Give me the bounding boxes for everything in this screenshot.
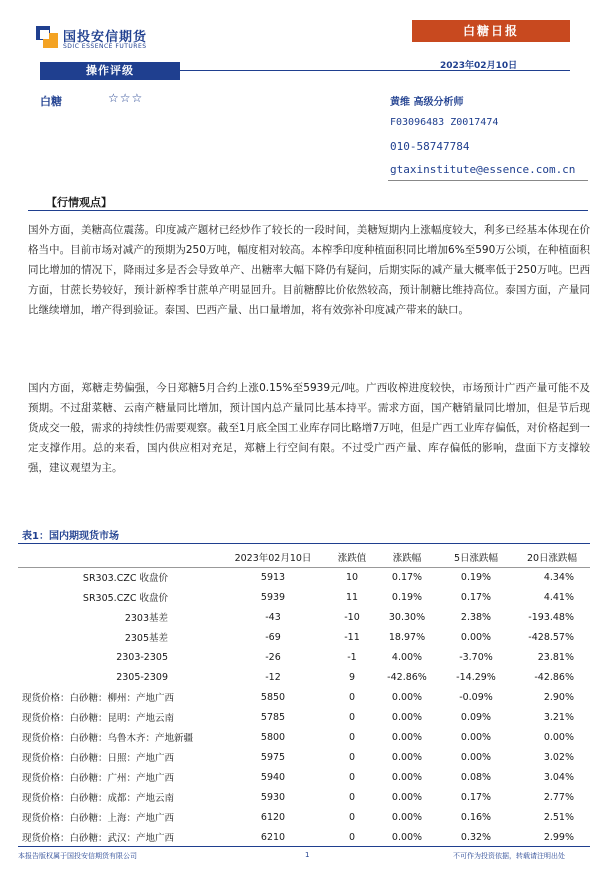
table-cell-d20: 4.41% (543, 591, 574, 603)
section-title: 【行情观点】 (46, 196, 112, 209)
table-cell-name: 现货价格：白砂糖：武汉：产地广西 (22, 833, 175, 844)
table-row (18, 747, 590, 767)
table-cell-value: -43 (265, 611, 281, 623)
market-table (18, 547, 590, 847)
table-cell-pct: 0.19% (391, 591, 423, 603)
table-row (18, 807, 590, 827)
table-cell-value: -12 (265, 671, 281, 683)
table-cell-d20: 2.99% (543, 831, 574, 843)
table-cell-pct: 0.17% (391, 571, 423, 583)
table-cell-value: 5800 (260, 731, 286, 743)
table-cell-pct: 30.30% (388, 611, 426, 623)
table-cell-d20: 3.02% (543, 751, 574, 763)
table-cell-d5: 0.16% (460, 811, 492, 823)
table-row (18, 627, 590, 647)
table-cell-value: 5850 (260, 691, 286, 703)
analyst-phone: 010-58747784 (390, 140, 470, 153)
table-cell-pct: 0.00% (391, 731, 423, 743)
table-cell-chg: 0 (348, 731, 356, 743)
table-cell-name: 2305基差 (124, 633, 168, 644)
table-cell-value: -26 (265, 651, 281, 663)
table-cell-chg: -1 (347, 651, 357, 663)
table-row (18, 787, 590, 807)
footer-copyright: 本报告版权属于国投安信期货有限公司 (18, 852, 137, 860)
table-row (18, 687, 590, 707)
header-cell: 5日涨跌幅 (438, 547, 514, 567)
report-type-badge: 白糖日报 (412, 20, 570, 42)
table-cell-pct: 0.00% (391, 791, 423, 803)
table-cell-value: 5975 (260, 751, 286, 763)
logo-name-cn: 国投安信期货 (63, 30, 148, 45)
table-cell-d5: -14.29% (456, 671, 496, 683)
table-cell-pct: 0.00% (391, 751, 423, 763)
table-cell-chg: 0 (348, 691, 356, 703)
table-cell-chg: 0 (348, 811, 356, 823)
header-cell: 20日涨跌幅 (514, 547, 590, 567)
table-cell-d5: 0.08% (460, 771, 492, 783)
table-top-divider (18, 543, 590, 544)
table-cell-d5: -3.70% (459, 651, 493, 663)
table-cell-d20: -193.48% (528, 611, 574, 623)
header-cell: 涨跌幅 (376, 547, 438, 567)
footer-disclaimer: 不可作为投资依据，转载请注明出处 (453, 852, 565, 860)
table-cell-chg: 0 (348, 771, 356, 783)
table-row (18, 767, 590, 787)
table-cell-chg: 0 (348, 751, 356, 763)
table-cell-d20: -42.86% (534, 671, 574, 683)
table-cell-value: 5785 (260, 711, 286, 723)
table-cell-d5: 0.19% (460, 571, 492, 583)
table-cell-d5: 0.00% (460, 731, 492, 743)
table-cell-d20: 2.51% (543, 811, 574, 823)
table-cell-d5: 0.00% (460, 751, 492, 763)
table-cell-pct: 0.00% (391, 711, 423, 723)
table-cell-chg: -10 (344, 611, 360, 623)
table-cell-d20: 2.77% (543, 791, 574, 803)
table-cell-d5: 2.38% (460, 611, 492, 623)
report-date: 2023年02月10日 (440, 61, 518, 71)
table-cell-d5: 0.32% (460, 831, 492, 843)
table-cell-name: 2303基差 (124, 613, 168, 624)
table-cell-name: 现货价格：白砂糖：成都：产地云南 (22, 793, 175, 804)
table-row (18, 727, 590, 747)
table-cell-name: 现货价格：白砂糖：日照：产地广西 (22, 753, 175, 764)
logo-name-en: SDIC ESSENCE FUTURES (63, 43, 147, 50)
table-cell-pct: 0.00% (391, 691, 423, 703)
table-cell-value: 6120 (260, 811, 286, 823)
paragraph-domestic: 国内方面，郑糖走势偏强，今日郑糖5月合约上涨0.15%至5939元/吨。广西收榨进度较快，市场预计广西产量可能不及预期。不过甜菜糖、云南产糖量同比增加，预计国内总产量同比基本持平。需求方面，国产糖销量同比增加，但是节后现货成交一般，需求的持续性仍需要观察。截至1月底全国工业库存同比略增7万吨，但是广西工业库存偏低，对价格起到一定支撑作用。总的来看，国内供应相对充足，郑糖上行空间有限。不过受广西产量、库存偏低的影响，盘面下方支撑较强，建议观望为主。 (28, 382, 590, 474)
analyst-email[interactable]: gtaxinstitute@essence.com.cn (390, 163, 576, 176)
table-cell-pct: 4.00% (391, 651, 423, 663)
table-cell-chg: 9 (348, 671, 356, 683)
table-cell-chg: 0 (348, 831, 356, 843)
ops-rating-badge: 操作评级 (40, 62, 180, 80)
table-cell-value: 5940 (260, 771, 286, 783)
table-row (18, 607, 590, 627)
commodity-label: 白糖 (40, 95, 62, 108)
table-cell-d20: 2.90% (543, 691, 574, 703)
table-cell-d20: 0.00% (543, 731, 574, 743)
analyst-license: F03096483 Z0017474 (390, 117, 499, 128)
table-cell-name: SR305.CZC 收盘价 (82, 593, 168, 604)
table-cell-name: 2305-2309 (116, 671, 168, 683)
analyst-name: 黄维 高级分析师 (390, 97, 464, 108)
table-cell-value: 6210 (260, 831, 286, 843)
table-cell-d20: 3.04% (543, 771, 574, 783)
table-cell-chg: 10 (345, 571, 359, 583)
header-cell: 2023年02月10日 (218, 547, 328, 567)
rating-stars-icon: ☆☆☆ (108, 91, 144, 105)
section-divider (28, 210, 588, 211)
table-cell-pct: -42.86% (387, 671, 427, 683)
company-logo (36, 26, 58, 48)
table-cell-name: 现货价格：白砂糖：柳州：产地广西 (22, 693, 175, 704)
table-cell-pct: 0.00% (391, 811, 423, 823)
table-cell-d5: 0.17% (460, 791, 492, 803)
table-cell-chg: -11 (344, 631, 360, 643)
header-cell (18, 547, 218, 567)
paragraph-international: 国外方面，美糖高位震荡。印度减产题材已经炒作了较长的一段时间，美糖短期内上涨幅度较大，利多已经基本体现在价格当中。目前市场对减产的预期为250万吨，幅度相对较高。本榨季印度种植面积同比增加6%至590万公顷，在种植面积同比增加的情况下，降雨过多是否会导致单产、出糖率大幅下降仍有疑问，后期实际的减产量大概率低于250万吨。巴西方面，甘蔗长势较好，预计新榨季甘蔗单产明显回升。目前糖醇比价依然较高，预计制糖比维持高位。泰国方面，产量同比继续增加，增产得到验证。泰国、巴西产量、出口量增加，将有效弥补印度减产带来的缺口。 (28, 224, 590, 316)
table-cell-name: 现货价格：白砂糖：乌鲁木齐：产地新疆 (22, 733, 194, 744)
table-cell-d20: 4.34% (543, 571, 574, 583)
table-cell-value: 5939 (260, 591, 286, 603)
table-row (18, 587, 590, 607)
table-cell-value: 5930 (260, 791, 286, 803)
table-row (18, 707, 590, 727)
page-number: 1 (305, 851, 310, 859)
table-cell-d20: 23.81% (537, 651, 574, 663)
table-cell-value: 5913 (260, 571, 286, 583)
table-cell-d5: 0.00% (460, 631, 492, 643)
table-cell-value: -69 (265, 631, 281, 643)
table-row (18, 667, 590, 687)
table-cell-chg: 11 (345, 591, 359, 603)
footer-divider (18, 846, 590, 847)
table-row (18, 567, 590, 587)
table-cell-d20: -428.57% (528, 631, 574, 643)
table-cell-name: 2303-2305 (116, 651, 168, 663)
table-cell-d5: 0.17% (460, 591, 492, 603)
table-cell-pct: 0.00% (391, 771, 423, 783)
analyst-divider (388, 180, 588, 181)
table-cell-pct: 18.97% (388, 631, 426, 643)
table-cell-d5: 0.09% (460, 711, 492, 723)
table-cell-d5: -0.09% (459, 691, 493, 703)
table-cell-name: 现货价格：白砂糖：昆明：产地云南 (22, 713, 175, 724)
table-cell-pct: 0.00% (391, 831, 423, 843)
header-cell: 涨跌值 (328, 547, 376, 567)
table-cell-chg: 0 (348, 711, 356, 723)
table-cell-chg: 0 (348, 791, 356, 803)
table-cell-d20: 3.21% (543, 711, 574, 723)
table-row (18, 827, 590, 847)
table-row (18, 647, 590, 667)
table-cell-name: 现货价格：白砂糖：上海：产地广西 (22, 813, 175, 824)
table-cell-name: SR303.CZC 收盘价 (82, 573, 168, 585)
table-cell-name: 现货价格：白砂糖：广州：产地广西 (22, 773, 175, 784)
table-header-row (18, 547, 590, 567)
table-title: 表1：国内期现货市场 (22, 531, 119, 542)
